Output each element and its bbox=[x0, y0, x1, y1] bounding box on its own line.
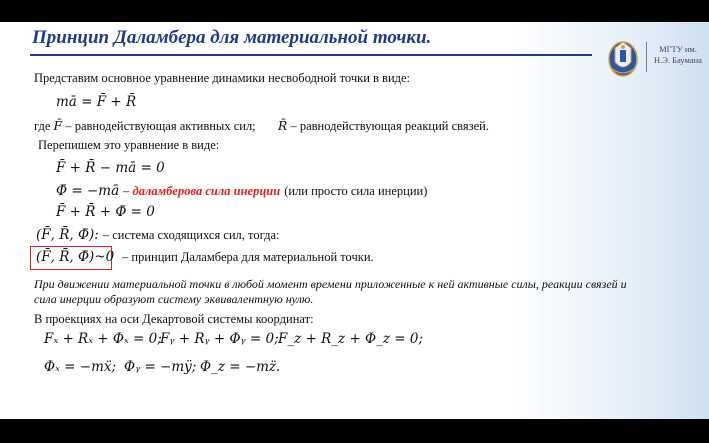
projection-eq-x: Fₓ + Rₓ + Φₓ = 0; bbox=[44, 331, 162, 347]
dalembert-force-term: даламберова сила инерции bbox=[132, 184, 281, 198]
inertia-definition-line: Φ̄ = −mā – даламберова сила инерции (или просто сила инерции) bbox=[56, 183, 428, 199]
projection-eq-y: Fᵧ + Rᵧ + Φᵧ = 0; bbox=[160, 331, 279, 347]
logo-divider bbox=[646, 42, 647, 72]
system-line: (F̄, R̄, Φ̄): – система сходящихся сил, тогда: bbox=[36, 227, 280, 243]
slide bbox=[0, 22, 709, 419]
equation-balance-1: F̄ + R̄ − mā = 0 bbox=[56, 160, 165, 176]
equation-balance-2: F̄ + R̄ + Φ̄ = 0 bbox=[56, 204, 155, 220]
title-underline bbox=[30, 54, 592, 56]
rewrite-text: Перепишем это уравнение в виде: bbox=[38, 138, 220, 152]
university-name: МГТУ им. Н.Э. Баумана bbox=[654, 44, 702, 65]
statement-line-1: При движении материальной точки в любой момент времени приложенные к ней активные силы, реакции связей и bbox=[34, 277, 627, 291]
projections-text: В проекциях на оси Декартовой системы координат: bbox=[34, 312, 314, 326]
equation-dynamics: mā = F̄ + R̄ bbox=[56, 94, 137, 110]
principle-text: – принцип Даламбера для материальной точки. bbox=[122, 250, 374, 264]
where-line: где F̄ – равнодействующая активных сил; R̄ – равнодействующая реакций связей. bbox=[34, 118, 489, 133]
intro-text: Представим основное уравнение динамики несвободной точки в виде: bbox=[34, 71, 411, 85]
bmstu-emblem-icon bbox=[607, 38, 639, 78]
principle-equation: (F̄, R̄, Φ̄)~0 bbox=[36, 249, 115, 265]
statement-line-2: сила инерции образуют систему эквивалентную нулю. bbox=[34, 292, 314, 306]
inertia-eq-y: Φᵧ = −mÿ; bbox=[124, 359, 197, 375]
inertia-eq-x: Φₓ = −mẍ; bbox=[44, 359, 117, 375]
inertia-eq-z: Φ_z = −mz̈. bbox=[200, 359, 281, 375]
projection-eq-z: F_z + R_z + Φ_z = 0; bbox=[278, 331, 424, 347]
slide-title: Принцип Даламбера для материальной точки. bbox=[32, 27, 432, 48]
